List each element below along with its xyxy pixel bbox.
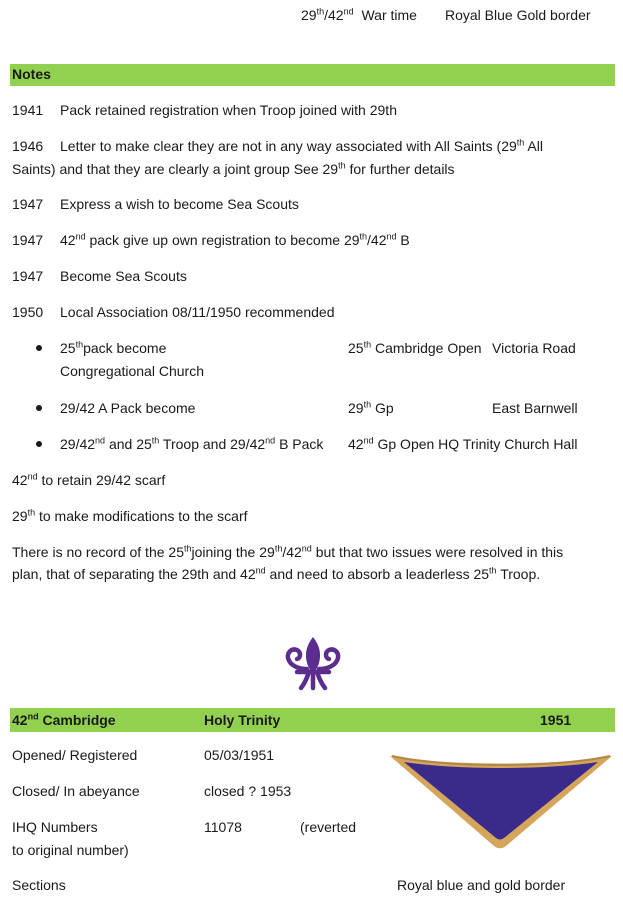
- bullet2-col2: [348, 400, 394, 416]
- text: for further details: [345, 161, 455, 177]
- text: plan, that of separating the 29th and 42: [12, 566, 256, 582]
- text: and need to absorb a leaderless 25: [265, 566, 490, 582]
- war-time-label: War time: [361, 7, 417, 23]
- paragraph-line2: [12, 566, 540, 582]
- text: but that two issues were resolved in this: [311, 544, 564, 560]
- bullet-dot: [36, 441, 42, 447]
- text: 25: [60, 340, 76, 356]
- bullet1-col1: [60, 340, 166, 356]
- notes-header-bar: [10, 64, 615, 86]
- text: 42: [12, 712, 28, 728]
- sup: nd: [27, 711, 39, 722]
- bullet2-col3: East Barnwell: [492, 400, 578, 416]
- top-scarf: Royal Blue Gold border: [445, 7, 591, 23]
- fleur-de-lis-icon: [283, 633, 343, 693]
- bullet-dot: [36, 345, 42, 351]
- note-1950-year: 1950: [12, 304, 44, 320]
- text: 25: [348, 340, 364, 356]
- sections-label: Sections: [12, 877, 66, 893]
- sup: nd: [301, 543, 312, 554]
- text: 42: [12, 472, 28, 488]
- text: Gp: [371, 400, 394, 416]
- sup: nd: [255, 565, 266, 576]
- closed-label: Closed/ In abeyance: [12, 783, 140, 799]
- text: pack become: [83, 340, 167, 356]
- sup: th: [489, 565, 497, 576]
- closed-value: closed ? 1953: [204, 783, 292, 799]
- sup: th: [338, 160, 346, 171]
- note-1947b-year: 1947: [12, 232, 44, 248]
- scarf-image: [386, 750, 616, 850]
- text: B Pack: [275, 436, 324, 452]
- note-1946-year: 1946: [12, 138, 44, 154]
- text: 42: [60, 232, 76, 248]
- note-1947a-year: 1947: [12, 196, 44, 212]
- bullet3-col2: [348, 436, 577, 452]
- text: Troop and 29/42: [159, 436, 266, 452]
- text: to retain 29/42 scarf: [37, 472, 166, 488]
- text: 42: [348, 436, 364, 452]
- num: 42: [327, 7, 344, 23]
- text: Cambridge: [38, 712, 116, 728]
- top-line: [301, 7, 417, 23]
- sup: th: [184, 543, 192, 554]
- bullet1-col2: [348, 340, 482, 356]
- text: Troop.: [496, 566, 541, 582]
- note-1947b-text: [60, 232, 410, 248]
- note-1941-text: Pack retained registration when Troop joined with 29th: [60, 102, 397, 118]
- text: Cambridge Open: [371, 340, 482, 356]
- text: pack give up own registration to become 29: [85, 232, 360, 248]
- note-1946-line1: [60, 138, 543, 154]
- text: Letter to make clear they are not in any way associated with All Saints (29: [60, 138, 517, 154]
- scarf-29-note: [12, 508, 248, 524]
- text: 29/42: [60, 436, 96, 452]
- text: There is no record of the 25: [12, 544, 184, 560]
- ihq-label-line2: to original number): [12, 842, 129, 858]
- text: Saints) and that they are clearly a joint group See 29: [12, 161, 339, 177]
- sup: nd: [75, 231, 86, 242]
- sup: th: [363, 399, 372, 410]
- bullet1-col3: Victoria Road: [492, 340, 576, 356]
- ihq-label-line1: IHQ Numbers: [12, 819, 98, 835]
- sup: th: [75, 339, 84, 350]
- bullet3-col1: [60, 436, 323, 452]
- text: B: [396, 232, 410, 248]
- note-1947a-text: Express a wish to become Sea Scouts: [60, 196, 299, 212]
- bullet2-col1: 29/42 A Pack become: [60, 400, 196, 416]
- sup: nd: [265, 435, 276, 446]
- bullet-dot: [36, 405, 42, 411]
- note-1947c-text: Become Sea Scouts: [60, 268, 187, 284]
- sup: nd: [27, 471, 38, 482]
- sup: th: [151, 435, 160, 446]
- bullet1-col1-line2: Congregational Church: [60, 363, 204, 379]
- text: 29: [348, 400, 364, 416]
- sup: th: [516, 137, 525, 148]
- sup: nd: [386, 231, 397, 242]
- sup: th: [359, 231, 368, 242]
- notes-title: Notes: [12, 66, 51, 82]
- note-1941-year: 1941: [12, 102, 44, 118]
- sup: th: [274, 543, 283, 554]
- sup: nd: [363, 435, 374, 446]
- paragraph-line1: [12, 544, 563, 560]
- group-year: 1951: [540, 712, 572, 728]
- sup: th: [27, 507, 36, 518]
- slash: /: [324, 7, 328, 23]
- sup: th: [316, 6, 325, 17]
- scarf-caption: Royal blue and gold border: [397, 877, 566, 893]
- opened-label: Opened/ Registered: [12, 747, 138, 763]
- text: All: [524, 138, 543, 154]
- scarf-42-note: [12, 472, 165, 488]
- text: Gp Open HQ Trinity Church Hall: [373, 436, 578, 452]
- sup: nd: [343, 6, 354, 17]
- text: to make modifications to the scarf: [35, 508, 248, 524]
- ihq-note: (reverted: [300, 819, 357, 835]
- sup: th: [363, 339, 372, 350]
- text: 29: [12, 508, 28, 524]
- text: /42: [367, 232, 387, 248]
- group-name: [12, 712, 116, 728]
- sup: nd: [95, 435, 106, 446]
- text: and 25: [105, 436, 152, 452]
- opened-value: 05/03/1951: [204, 747, 275, 763]
- ihq-value: 11078: [204, 819, 242, 835]
- group-sponsor: Holy Trinity: [204, 712, 281, 728]
- num: 29: [301, 7, 317, 23]
- note-1950-text: Local Association 08/11/1950 recommended: [60, 304, 335, 320]
- text: joining the 29: [191, 544, 275, 560]
- note-1946-line2: [12, 161, 455, 177]
- text: /42: [282, 544, 302, 560]
- note-1947c-year: 1947: [12, 268, 44, 284]
